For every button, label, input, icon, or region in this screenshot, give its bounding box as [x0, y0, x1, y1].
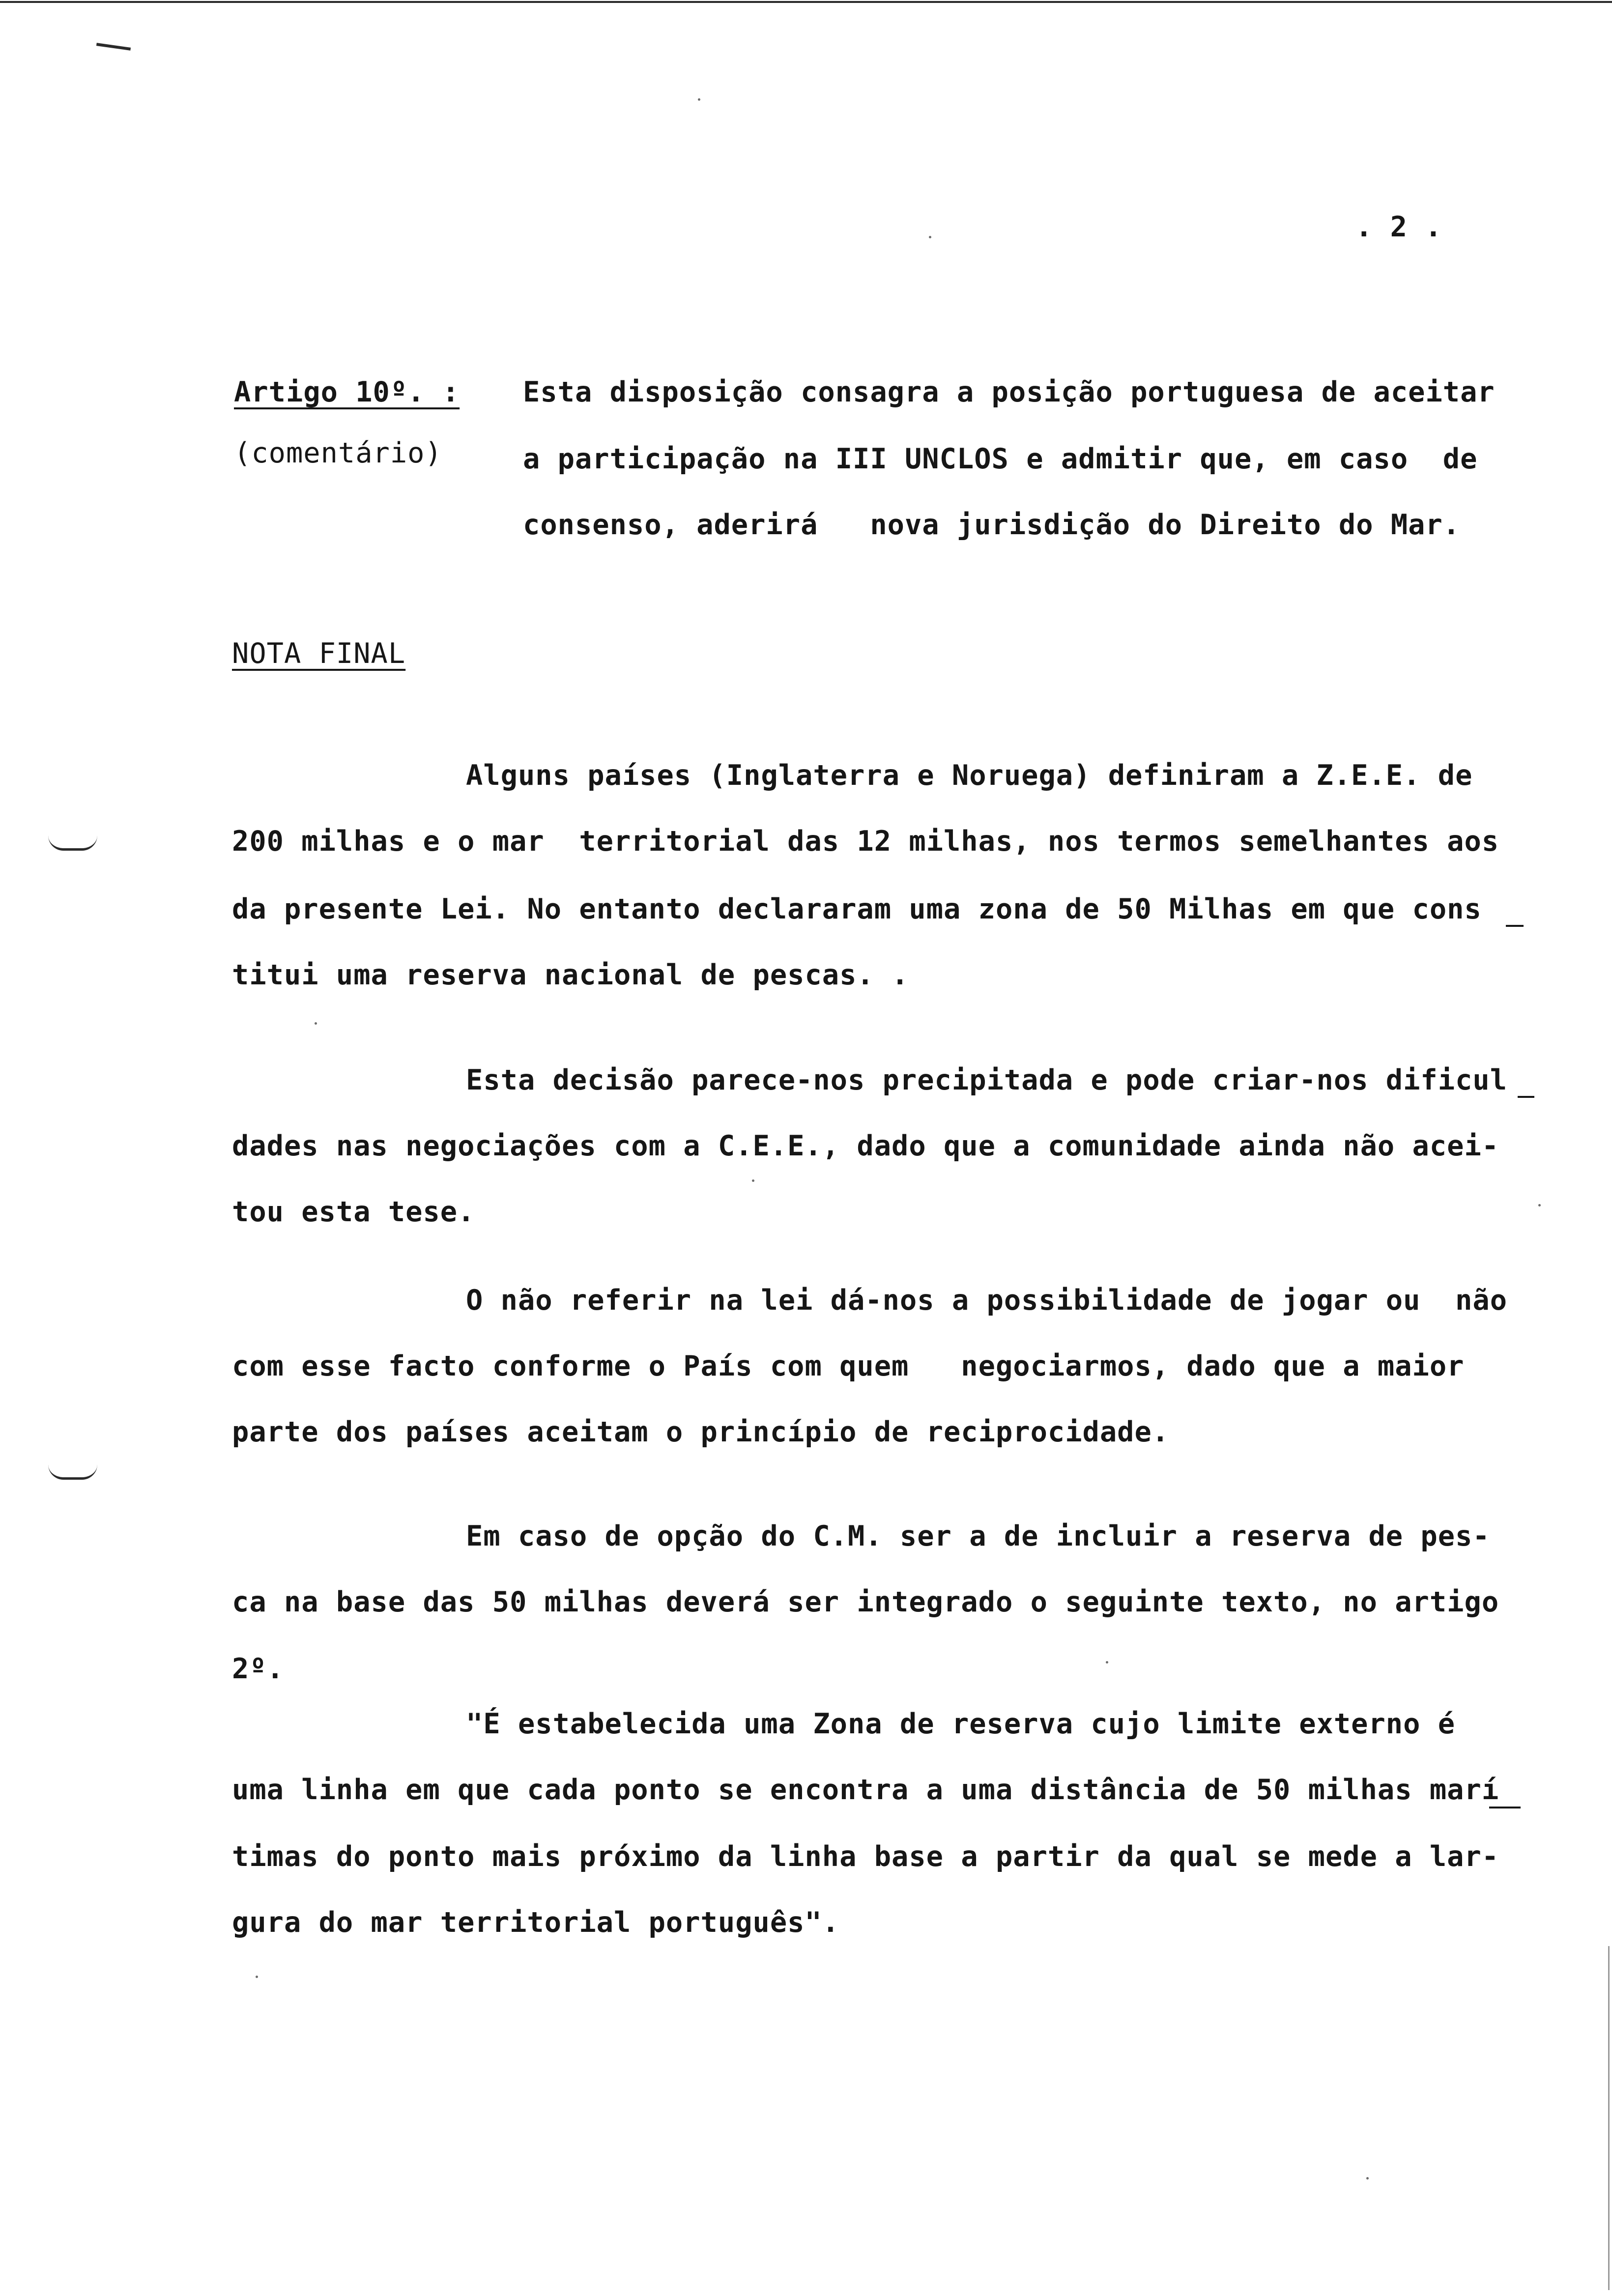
article-text-line: consenso, aderirá nova jurisdição do Direito do Mar.	[523, 509, 1461, 541]
scan-speck	[1538, 1204, 1541, 1206]
scan-speck	[752, 1179, 754, 1182]
article-text-line: a participação na III UNCLOS e admitir que, em caso de	[523, 443, 1478, 475]
right-edge-line	[1608, 1946, 1610, 2290]
paragraph-line: O não referir na lei dá-nos a possibilidade de jogar ou não	[466, 1284, 1508, 1317]
punch-hole-mark	[48, 835, 97, 851]
paragraph-line: da presente Lei. No entanto declararam uma zona de 50 Milhas em que cons	[232, 893, 1482, 925]
section-heading: NOTA FINAL	[232, 637, 406, 670]
paragraph-line: uma linha em que cada ponto se encontra a uma distância de 50 milhas marí	[232, 1774, 1499, 1806]
paragraph-line: titui uma reserva nacional de pescas. .	[232, 959, 909, 991]
paragraph-line: timas do ponto mais próximo da linha base a partir da qual se mede a lar-	[232, 1840, 1499, 1873]
paragraph-line: tou esta tese.	[232, 1196, 475, 1228]
scan-speck	[929, 236, 931, 238]
paragraph-line: 2º.	[232, 1653, 284, 1685]
corner-mark	[96, 43, 131, 51]
paragraph-line: parte dos países aceitam o princípio de reciprocidade.	[232, 1416, 1170, 1448]
article-label: Artigo 10º. :	[234, 376, 460, 408]
paragraph-line: Alguns países (Inglaterra e Noruega) definiram a Z.E.E. de	[466, 759, 1473, 792]
paragraph-line: dades nas negociações com a C.E.E., dado que a comunidade ainda não acei-	[232, 1130, 1499, 1162]
top-edge-line	[0, 1, 1612, 3]
paragraph-line: "É estabelecida uma Zona de reserva cujo limite externo é	[466, 1708, 1456, 1740]
paragraph-line: Esta decisão parece-nos precipitada e pode criar-nos dificul	[466, 1064, 1508, 1096]
paragraph-line: 200 milhas e o mar territorial das 12 milhas, nos termos semelhantes aos	[232, 825, 1499, 858]
overtype-underline	[1506, 925, 1524, 927]
paragraph-line: Em caso de opção do C.M. ser a de incluir a reserva de pes-	[466, 1520, 1490, 1552]
scan-speck	[315, 1022, 317, 1025]
article-sublabel: (comentário)	[234, 437, 442, 469]
punch-hole-mark	[48, 1464, 97, 1480]
article-text-line: Esta disposição consagra a posição portuguesa de aceitar	[523, 376, 1495, 408]
scan-speck	[256, 1976, 258, 1978]
paragraph-line: com esse facto conforme o País com quem negociarmos, dado que a maior	[232, 1350, 1465, 1382]
overtype-underline	[1518, 1096, 1534, 1098]
scan-speck	[698, 98, 700, 101]
scan-speck	[1366, 2177, 1369, 2180]
paragraph-line: gura do mar territorial português".	[232, 1906, 840, 1939]
paragraph-line: ca na base das 50 milhas deverá ser integrado o seguinte texto, no artigo	[232, 1586, 1499, 1618]
page-number: . 2 .	[1355, 211, 1442, 243]
scan-speck	[1106, 1661, 1108, 1664]
overtype-underline	[1489, 1807, 1521, 1808]
